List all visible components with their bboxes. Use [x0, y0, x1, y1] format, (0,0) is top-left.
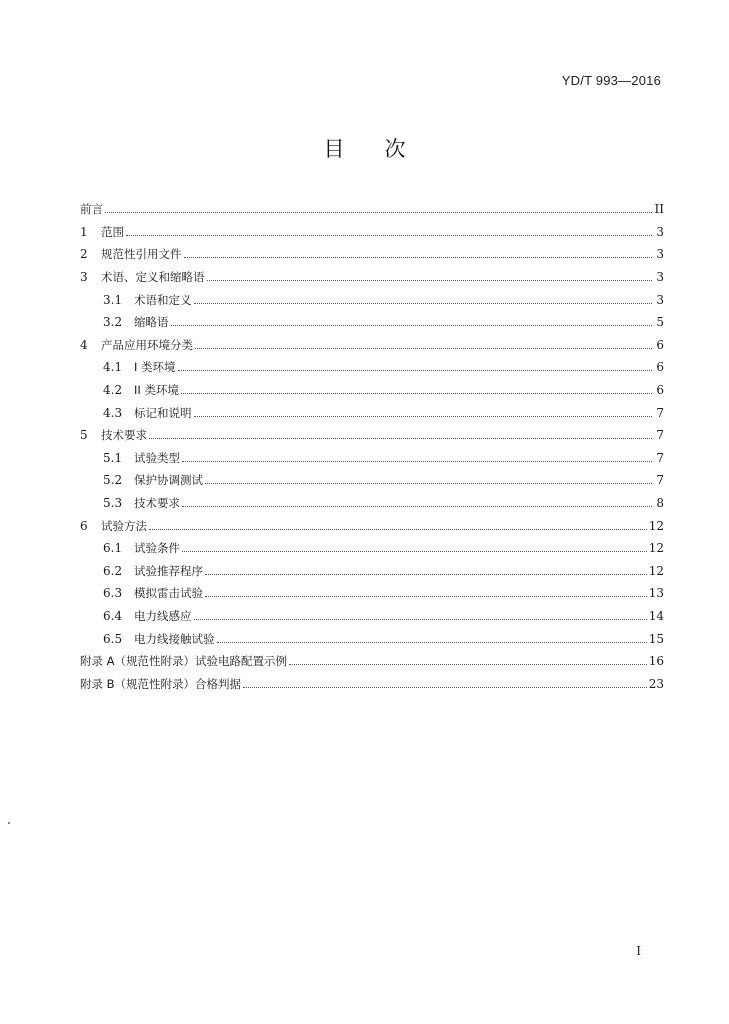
toc-entry-number: 5.1	[103, 450, 123, 465]
toc-dot-leader	[182, 497, 652, 507]
toc-entry-number: 2	[80, 247, 88, 262]
toc-entry-page: 7	[656, 428, 664, 443]
toc-entry-label: 电力线感应	[134, 608, 192, 623]
toc-entry-page: II	[654, 202, 664, 217]
toc-entry-page: 6	[656, 360, 664, 375]
toc-entry[interactable]	[80, 514, 664, 537]
toc-entry[interactable]	[80, 243, 664, 266]
toc-entry-page: 23	[648, 676, 664, 691]
toc-entry[interactable]	[80, 334, 664, 357]
toc-entry[interactable]	[80, 605, 664, 628]
toc-entry[interactable]	[80, 356, 664, 379]
toc-entry-page: 6	[656, 383, 664, 398]
toc-dot-leader	[195, 339, 652, 349]
toc-entry[interactable]	[80, 492, 664, 515]
toc-entry-number: 6.1	[103, 541, 123, 556]
page-title: 目次	[323, 137, 446, 161]
toc-entry-page: 13	[648, 586, 664, 601]
toc-entry-page: 14	[648, 608, 664, 623]
toc-entry-label: 产品应用环境分类	[101, 337, 193, 352]
toc-entry[interactable]	[80, 288, 664, 311]
toc-entry[interactable]	[80, 560, 664, 583]
toc-entry-page: 12	[648, 541, 664, 556]
toc-dot-leader	[178, 361, 652, 371]
toc-entry-label: 模拟雷击试验	[134, 586, 203, 601]
toc-entry-number: 3	[80, 270, 88, 285]
toc-dot-leader	[184, 248, 653, 258]
toc-entry-number: 5.2	[103, 473, 123, 488]
toc-dot-leader	[289, 655, 647, 665]
toc-dot-leader	[105, 203, 652, 213]
toc-entry-number: 1	[80, 224, 88, 239]
toc-entry[interactable]	[80, 627, 664, 650]
toc-entry-page: 3	[656, 270, 664, 285]
toc-entry-label: 标记和说明	[134, 405, 192, 420]
toc-entry-label: 技术要求	[134, 496, 180, 511]
toc-entry-label: 前言	[80, 202, 103, 217]
toc-entry-label: 试验推荐程序	[134, 563, 203, 578]
toc-entry[interactable]	[80, 379, 664, 402]
toc-entry-label: 附录 A（规范性附录）试验电路配置示例	[80, 654, 288, 669]
toc-entry-page: 12	[648, 518, 664, 533]
toc-entry-page: 7	[656, 450, 664, 465]
toc-dot-leader	[205, 474, 652, 484]
toc-entry[interactable]	[80, 401, 664, 424]
toc-entry-page: 5	[656, 315, 664, 330]
toc-entry-page: 3	[656, 224, 664, 239]
toc-entry[interactable]	[80, 469, 664, 492]
toc-dot-leader	[243, 678, 647, 688]
toc-entry-label: 保护协调测试	[134, 473, 203, 488]
toc-entry-number: 6	[80, 518, 88, 533]
toc-entry-number: 6.2	[103, 563, 123, 578]
toc-entry-page: 3	[656, 247, 664, 262]
toc-entry[interactable]	[80, 672, 664, 695]
toc-dot-leader	[149, 520, 647, 530]
toc-entry-page: 15	[648, 631, 664, 646]
toc-entry-number: 3.1	[103, 292, 123, 307]
toc-entry[interactable]	[80, 537, 664, 560]
toc-entry-label: 电力线接触试验	[134, 631, 215, 646]
toc-dot-leader	[207, 271, 653, 281]
toc-entry[interactable]	[80, 582, 664, 605]
toc-entry-label: 技术要求	[101, 428, 147, 443]
toc-entry-label: 规范性引用文件	[101, 247, 182, 262]
toc-entry-number: 3.2	[103, 315, 123, 330]
toc-dot-leader	[126, 226, 652, 236]
toc-entry-label: 术语、定义和缩略语	[101, 270, 205, 285]
toc-entry-label: 附录 B（规范性附录）合格判据	[80, 676, 242, 691]
toc-entry-number: 6.5	[103, 631, 123, 646]
toc-entry-number: 4.1	[103, 360, 123, 375]
toc-dot-leader	[181, 384, 652, 394]
toc-entry-number: 6.4	[103, 608, 123, 623]
toc-entry[interactable]	[80, 198, 664, 221]
toc-entry-page: 7	[656, 405, 664, 420]
toc-entry[interactable]	[80, 266, 664, 289]
toc-entry-label: II 类环境	[134, 383, 179, 398]
toc-entry-label: 试验方法	[101, 518, 147, 533]
toc-dot-leader	[205, 565, 647, 575]
toc-dot-leader	[171, 316, 653, 326]
toc-entry-page: 7	[656, 473, 664, 488]
scan-speck	[8, 822, 10, 824]
toc-entry[interactable]	[80, 447, 664, 470]
toc-entry-number: 4	[80, 337, 88, 352]
toc-dot-leader	[182, 452, 652, 462]
toc-entry-label: 范围	[101, 224, 124, 239]
toc-entry-label: I 类环境	[134, 360, 176, 375]
toc-entry-number: 4.3	[103, 405, 123, 420]
toc-entry-number: 4.2	[103, 383, 123, 398]
toc-entry-number: 6.3	[103, 586, 123, 601]
toc-dot-leader	[217, 633, 647, 643]
table-of-contents	[80, 198, 664, 695]
toc-entry-label: 缩略语	[134, 315, 169, 330]
toc-entry[interactable]	[80, 650, 664, 673]
toc-entry[interactable]	[80, 311, 664, 334]
standard-code: YD/T 993—2016	[561, 73, 661, 88]
toc-entry-label: 试验类型	[134, 450, 180, 465]
toc-dot-leader	[149, 429, 652, 439]
page-number: I	[636, 944, 641, 958]
toc-entry[interactable]	[80, 424, 664, 447]
toc-dot-leader	[194, 610, 647, 620]
toc-entry-page: 12	[648, 563, 664, 578]
toc-entry-page: 6	[656, 337, 664, 352]
toc-dot-leader	[205, 587, 647, 597]
toc-entry[interactable]	[80, 221, 664, 244]
toc-entry-number: 5	[80, 428, 88, 443]
toc-entry-page: 8	[656, 496, 664, 511]
toc-entry-page: 16	[648, 654, 664, 669]
toc-entry-label: 术语和定义	[134, 292, 192, 307]
toc-entry-label: 试验条件	[134, 541, 180, 556]
toc-dot-leader	[194, 294, 653, 304]
toc-dot-leader	[194, 407, 653, 417]
toc-entry-page: 3	[656, 292, 664, 307]
toc-dot-leader	[182, 542, 647, 552]
toc-entry-number: 5.3	[103, 496, 123, 511]
